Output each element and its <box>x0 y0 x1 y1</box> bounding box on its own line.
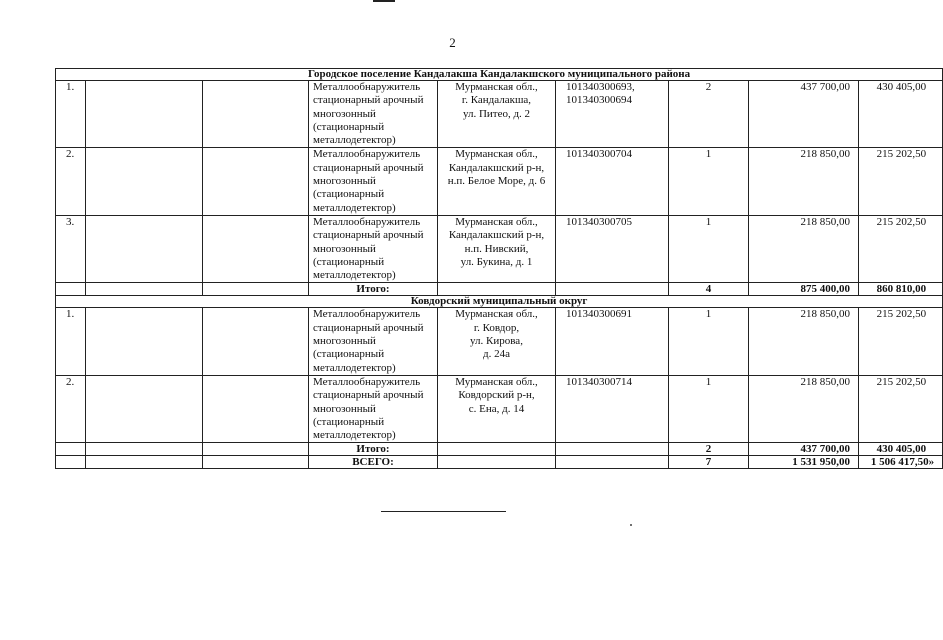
section-title: Городское поселение Кандалакша Кандалакшского муниципального района <box>56 69 943 81</box>
empty-cell <box>86 308 203 375</box>
empty-cell <box>556 456 669 469</box>
empty-cell <box>203 283 309 296</box>
amount-1: 218 850,00 <box>749 148 859 215</box>
address-line: Кандалакшский р-н, <box>448 229 545 242</box>
item-name-line: многозонный <box>313 402 376 415</box>
empty-cell <box>86 375 203 442</box>
top-page-mark <box>373 0 395 2</box>
item-name-line: Металлообнаружитель <box>313 215 421 228</box>
quantity: 1 <box>669 375 749 442</box>
subtotal-row <box>56 443 943 456</box>
address-line: г. Ковдор, <box>473 321 520 334</box>
amount-1: 218 850,00 <box>749 375 859 442</box>
empty-cell <box>86 81 203 148</box>
item-name <box>309 308 438 375</box>
item-name-line: (стационарный <box>313 188 385 201</box>
amount-1: 218 850,00 <box>749 215 859 282</box>
empty-cell <box>438 283 556 296</box>
empty-cell <box>203 308 309 375</box>
item-address <box>438 375 556 442</box>
amount-1: 437 700,00 <box>749 81 859 148</box>
empty-cell <box>86 443 203 456</box>
empty-cell <box>56 456 86 469</box>
empty-cell <box>86 456 203 469</box>
item-name-line: стационарный арочный <box>313 321 424 334</box>
item-address <box>438 81 556 148</box>
empty-cell <box>203 148 309 215</box>
item-name-line: металлодетектор) <box>313 361 396 374</box>
address-line: г. Кандалакша, <box>461 94 532 107</box>
empty-cell <box>56 283 86 296</box>
row-number: 3. <box>56 215 86 282</box>
item-name-line: (стационарный <box>313 348 385 361</box>
address-line: Мурманская обл., <box>455 81 538 93</box>
subtotal-amount-2: 860 810,00 <box>859 283 943 296</box>
table-row <box>56 375 943 442</box>
amount-2: 215 202,50 <box>859 375 943 442</box>
item-name-line: стационарный арочный <box>313 161 424 174</box>
address-line: ул. Питео, д. 2 <box>462 107 531 120</box>
item-name-line: Металлообнаружитель <box>313 308 421 321</box>
item-name-line: стационарный арочный <box>313 94 424 107</box>
empty-cell <box>203 215 309 282</box>
item-name <box>309 375 438 442</box>
inventory-line: 101340300704 <box>566 148 632 161</box>
inventory-number <box>556 81 669 148</box>
item-name-line: металлодетектор) <box>313 134 396 147</box>
section-title: Ковдорский муниципальный округ <box>56 296 943 308</box>
scan-dot <box>630 524 632 526</box>
empty-cell <box>86 215 203 282</box>
table-row <box>56 81 943 148</box>
amount-2: 430 405,00 <box>859 81 943 148</box>
empty-cell <box>203 81 309 148</box>
item-name <box>309 215 438 282</box>
address-line: с. Ена, д. 14 <box>468 402 525 415</box>
table-row <box>56 215 943 282</box>
section-header <box>56 296 943 308</box>
subtotal-label: Итого: <box>309 283 438 296</box>
item-name <box>309 148 438 215</box>
grand-total-amount-1: 1 531 950,00 <box>749 456 859 469</box>
item-address <box>438 148 556 215</box>
address-line: ул. Кирова, <box>470 335 523 348</box>
address-line: Ковдорский р-н, <box>458 389 535 402</box>
closing-rule <box>381 511 506 512</box>
inventory-number <box>556 148 669 215</box>
item-name-line: Металлообнаружитель <box>313 81 421 93</box>
empty-cell <box>556 283 669 296</box>
address-line: Мурманская обл., <box>455 308 538 321</box>
amount-2: 215 202,50 <box>859 308 943 375</box>
address-line: н.п. Нивский, <box>464 242 529 255</box>
item-name-line: Металлообнаружитель <box>313 375 421 388</box>
amount-1: 218 850,00 <box>749 308 859 375</box>
empty-cell <box>86 148 203 215</box>
grand-total-row <box>56 456 943 469</box>
item-name-line: металлодетектор) <box>313 269 396 282</box>
empty-cell <box>203 456 309 469</box>
item-name-line: многозонный <box>313 175 376 188</box>
equipment-table <box>55 68 943 469</box>
empty-cell <box>203 443 309 456</box>
section-header <box>56 69 943 81</box>
inventory-line: 101340300705 <box>566 215 632 228</box>
item-name-line: многозонный <box>313 335 376 348</box>
subtotal-label: Итого: <box>309 443 438 456</box>
table-row <box>56 148 943 215</box>
item-name-line: многозонный <box>313 107 376 120</box>
subtotal-amount-2: 430 405,00 <box>859 443 943 456</box>
empty-cell <box>203 375 309 442</box>
inventory-line: 101340300714 <box>566 375 632 388</box>
subtotal-amount-1: 437 700,00 <box>749 443 859 456</box>
grand-total-amount-2: 1 506 417,50» <box>859 456 943 469</box>
subtotal-row <box>56 283 943 296</box>
empty-cell <box>556 443 669 456</box>
address-line: ул. Букина, д. 1 <box>460 255 533 268</box>
subtotal-amount-1: 875 400,00 <box>749 283 859 296</box>
row-number: 2. <box>56 375 86 442</box>
grand-total-quantity: 7 <box>669 456 749 469</box>
inventory-line: 101340300693, <box>566 81 635 93</box>
quantity: 1 <box>669 308 749 375</box>
empty-cell <box>56 443 86 456</box>
address-line: Кандалакшский р-н, <box>448 161 545 174</box>
quantity: 2 <box>669 81 749 148</box>
quantity: 1 <box>669 148 749 215</box>
table-row <box>56 308 943 375</box>
address-line: д. 24а <box>483 348 510 361</box>
inventory-number <box>556 215 669 282</box>
subtotal-quantity: 2 <box>669 443 749 456</box>
item-name-line: многозонный <box>313 242 376 255</box>
item-address <box>438 215 556 282</box>
address-line: Мурманская обл., <box>455 215 538 228</box>
quantity: 1 <box>669 215 749 282</box>
address-line: Мурманская обл., <box>455 148 538 161</box>
item-name-line: стационарный арочный <box>313 389 424 402</box>
inventory-line: 101340300694 <box>566 94 632 107</box>
item-name-line: Металлообнаружитель <box>313 148 421 161</box>
row-number: 1. <box>56 81 86 148</box>
address-line: н.п. Белое Море, д. 6 <box>447 175 546 188</box>
item-address <box>438 308 556 375</box>
grand-total-label: ВСЕГО: <box>309 456 438 469</box>
row-number: 1. <box>56 308 86 375</box>
item-name-line: стационарный арочный <box>313 229 424 242</box>
amount-2: 215 202,50 <box>859 215 943 282</box>
address-line: Мурманская обл., <box>455 375 538 388</box>
item-name <box>309 81 438 148</box>
inventory-line: 101340300691 <box>566 308 632 321</box>
item-name-line: металлодетектор) <box>313 201 396 214</box>
amount-2: 215 202,50 <box>859 148 943 215</box>
inventory-number <box>556 375 669 442</box>
item-name-line: (стационарный <box>313 415 385 428</box>
item-name-line: (стационарный <box>313 255 385 268</box>
item-name-line: металлодетектор) <box>313 429 396 442</box>
item-name-line: (стационарный <box>313 120 385 133</box>
row-number: 2. <box>56 148 86 215</box>
empty-cell <box>438 456 556 469</box>
inventory-number <box>556 308 669 375</box>
page-number: 2 <box>449 35 456 50</box>
empty-cell <box>86 283 203 296</box>
empty-cell <box>438 443 556 456</box>
subtotal-quantity: 4 <box>669 283 749 296</box>
